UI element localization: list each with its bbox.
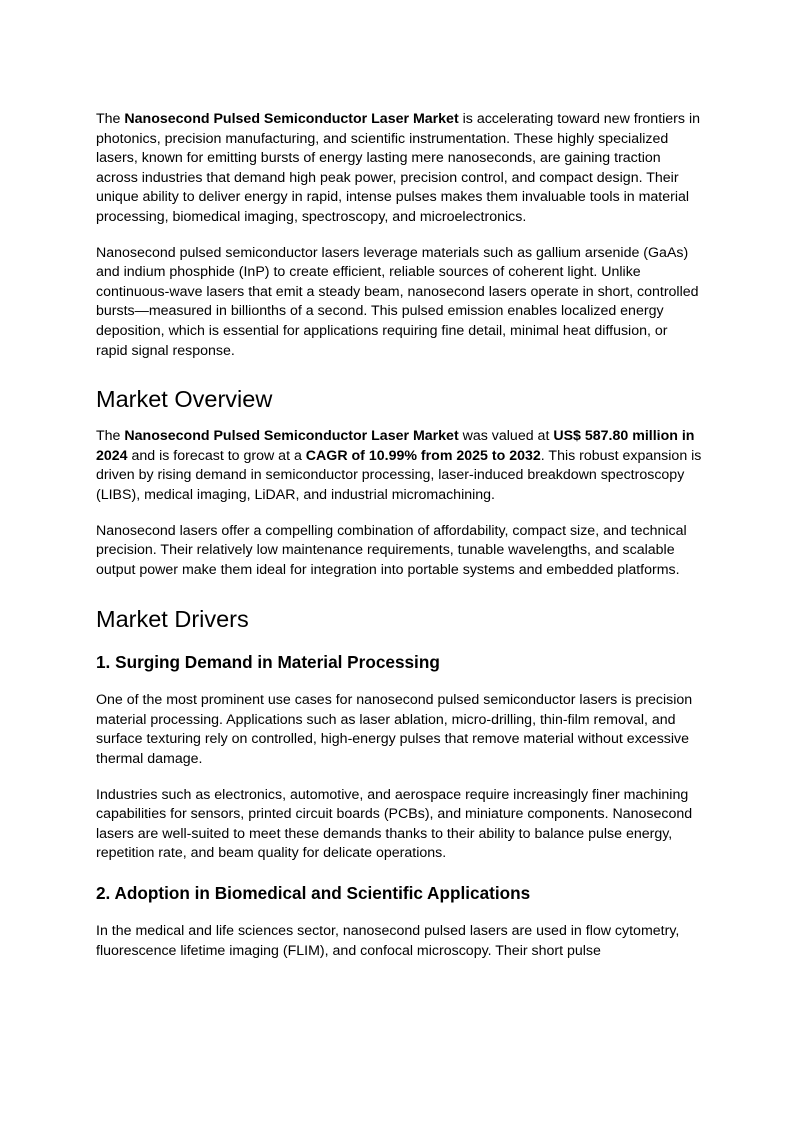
text-run: was valued at — [458, 428, 554, 445]
document-page — [96, 110, 702, 961]
driver-1-paragraph-1: One of the most prominent use cases for nanosecond pulsed semiconductor lasers is precision material processing. Applications such as laser ablation, micro-drilling, thin-film removal, and surface texturing rely on controlled, high-energy pulses that remove material without excessive thermal damage. — [96, 692, 693, 768]
section-heading-market-drivers: Market Drivers — [96, 606, 249, 633]
text-run: The — [96, 428, 125, 445]
overview-paragraph-2: Nanosecond lasers offer a compelling combination of affordability, compact size, and technical precision. Their relatively low maintenance requirements, tunable wavelengths, and scalable output power make them ideal for integration into portable systems and embedded platforms. — [96, 522, 687, 578]
bold-cagr: CAGR of 10.99% from 2025 to 2032 — [305, 447, 541, 464]
bold-market-value: US$ 587.80 million in 2024 — [96, 428, 695, 464]
intro-paragraph-1 — [96, 110, 702, 228]
text-run: is accelerating toward new frontiers in photonics, precision manufacturing, and scientific instrumentation. These highly specialized lasers, known for emitting bursts of energy lasting mere nanoseconds, are gaining traction across industries that demand high peak power, precision control, and compact design. Their unique ability to deliver energy in rapid, intense pulses makes them invaluable tools in material processing, biomedical imaging, spectroscopy, and microelectronics. — [96, 111, 700, 225]
text-run: and is forecast to grow at a — [127, 447, 306, 464]
text-run: The — [96, 111, 125, 127]
bold-market-name: Nanosecond Pulsed Semiconductor Laser Market — [124, 111, 459, 127]
driver-2-paragraph-1: In the medical and life sciences sector, nanosecond pulsed lasers are used in flow cytometry, fluorescence lifetime imaging (FLIM), and confocal microscopy. Their short pulse — [96, 923, 680, 959]
intro-paragraph-2: Nanosecond pulsed semiconductor lasers leverage materials such as gallium arsenide (GaAs) and indium phosphide (InP) to create efficient, reliable sources of coherent light. Unlike continuous-wave lasers that emit a steady beam, nanosecond lasers operate in short, controlled bursts—measured in billionths of a second. This pulsed emission enables localized energy deposition, which is essential for applications requiring fine detail, minimal heat diffusion, or rapid signal response. — [96, 244, 699, 359]
driver-1-paragraph-2: Industries such as electronics, automotive, and aerospace require increasingly finer machining capabilities for sensors, printed circuit boards (PCBs), and miniature components. Nanosecond lasers are well-suited to meet these demands thanks to their ability to balance pulse energy, repetition rate, and beam quality for delicate operations. — [96, 786, 693, 862]
overview-paragraph-1 — [96, 427, 702, 505]
section-heading-market-overview: Market Overview — [96, 386, 273, 413]
subheading-material-processing: 1. Surging Demand in Material Processing — [96, 652, 440, 673]
subheading-biomedical-scientific: 2. Adoption in Biomedical and Scientific Applications — [96, 883, 531, 904]
bold-market-name: Nanosecond Pulsed Semiconductor Laser Market — [124, 428, 459, 445]
text-run: . This robust expansion is driven by rising demand in semiconductor processing, laser-induced breakdown spectroscopy (LIBS), medical imaging, LiDAR, and industrial micromachining. — [96, 447, 702, 503]
